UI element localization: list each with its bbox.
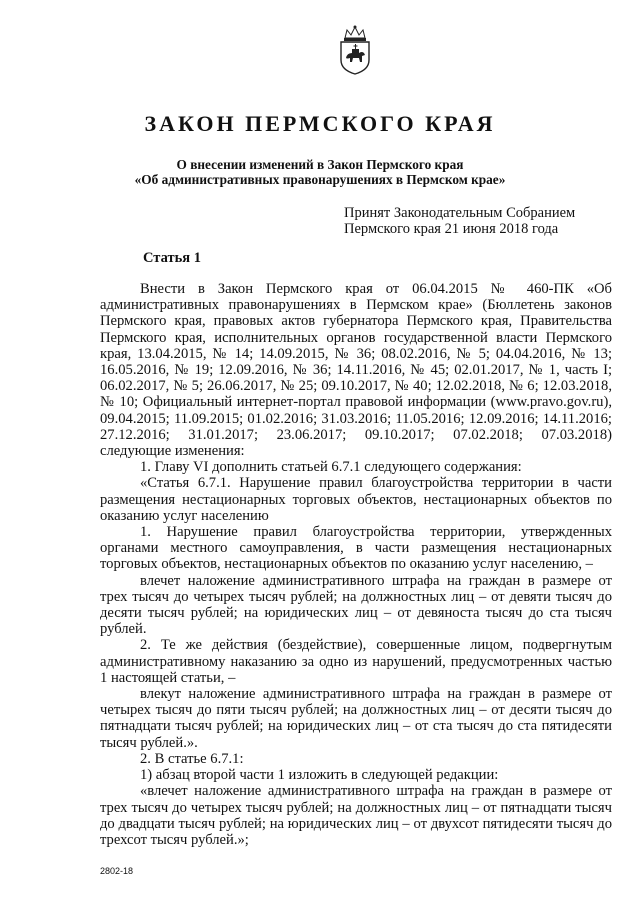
perm-krai-coat-of-arms-icon: [335, 24, 375, 76]
paragraph: влекут наложение административного штрафа на граждан в размере от четырех тысяч до пяти тысяч рублей; на должностных лиц – от десяти тысяч до пятнадцати тысяч рублей; на юридических лиц – от ста тысяч до ста пятидесяти тысяч рублей.».: [100, 686, 612, 751]
paragraph: «влечет наложение административного штрафа на граждан в размере от трех тысяч до четырех тысяч рублей; на должностных лиц – от пятнадцати тысяч до двадцати тысяч рублей; на юридических лиц – от двухсот пятидесяти тысяч до трехсот тысяч рублей.»;: [100, 783, 612, 848]
adoption-line: Пермского края 21 июня 2018 года: [344, 221, 559, 237]
law-title: ЗАКОН ПЕРМСКОГО КРАЯ: [144, 111, 496, 136]
adoption-note: [344, 205, 575, 237]
document-code: 2802-18: [100, 866, 134, 876]
paragraph: «Статья 6.7.1. Нарушение правил благоустройства территории в части размещения нестационарных торговых объектов, нестационарных объектов по оказанию услуг населению: [100, 475, 612, 524]
paragraph: 2. В статье 6.7.1:: [140, 750, 244, 767]
paragraph: влечет наложение административного штрафа на граждан в размере от трех тысяч до четырех тысяч рублей; на должностных лиц – от девяти тысяч до десяти тысяч рублей; на юридических лиц – от девяноста тысяч до ста тысяч рублей.: [100, 572, 612, 638]
paragraph: 1. Нарушение правил благоустройства территории, утвержденных органами местного самоуправления, в части размещения нестационарных торговых объектов, нестационарных объектов по оказанию услуг населению, –: [100, 524, 612, 573]
law-subtitle: [0, 157, 640, 187]
subtitle-line: О внесении изменений в Закон Пермского края: [176, 157, 464, 172]
paragraph: 1. Главу VI дополнить статьей 6.7.1 следующего содержания:: [140, 459, 522, 476]
subtitle-line: «Об административных правонарушениях в Пермском крае»: [134, 172, 506, 187]
article-heading: Статья 1: [143, 250, 201, 266]
paragraph: 2. Те же действия (бездействие), совершенные лицом, подвергнутым административному наказанию за одно из нарушений, предусмотренных частью 1 настоящей статьи, –: [100, 637, 612, 686]
paragraph: 1) абзац второй части 1 изложить в следующей редакции:: [140, 767, 499, 784]
article-body: [100, 281, 612, 848]
paragraph: Внести в Закон Пермского края от 06.04.2015 № 460-ПК «Об административных правонарушениях в Пермском крае» (Бюллетень законов Пермского края, правовых актов губернатора Пермского края, Правительства Пермского края, исполнительных органов государственной власти Пермского края, 13.04.2015, № 14; 14.09.2015, № 36; 08.02.2016, № 5; 04.04.2016, № 13; 16.05.2016, № 19; 12.09.2016, № 36; 14.11.2016, № 45; 02.01.2017, № 1, часть I; 06.02.2017, № 5; 26.06.2017, № 25; 09.10.2017, № 40; 12.02.2018, № 6; 12.03.2018, № 10; Официальный интернет-портал правовой информации (www.pravo.gov.ru), 09.04.2015; 11.09.2015; 01.02.2016; 31.03.2016; 11.05.2016; 12.09.2016; 14.11.2016; 27.12.2016; 31.01.2017; 23.06.2017; 09.10.2017; 07.02.2018; 07.03.2018) следующие изменения:: [100, 281, 612, 460]
adoption-line: Принят Законодательным Собранием: [344, 205, 576, 221]
